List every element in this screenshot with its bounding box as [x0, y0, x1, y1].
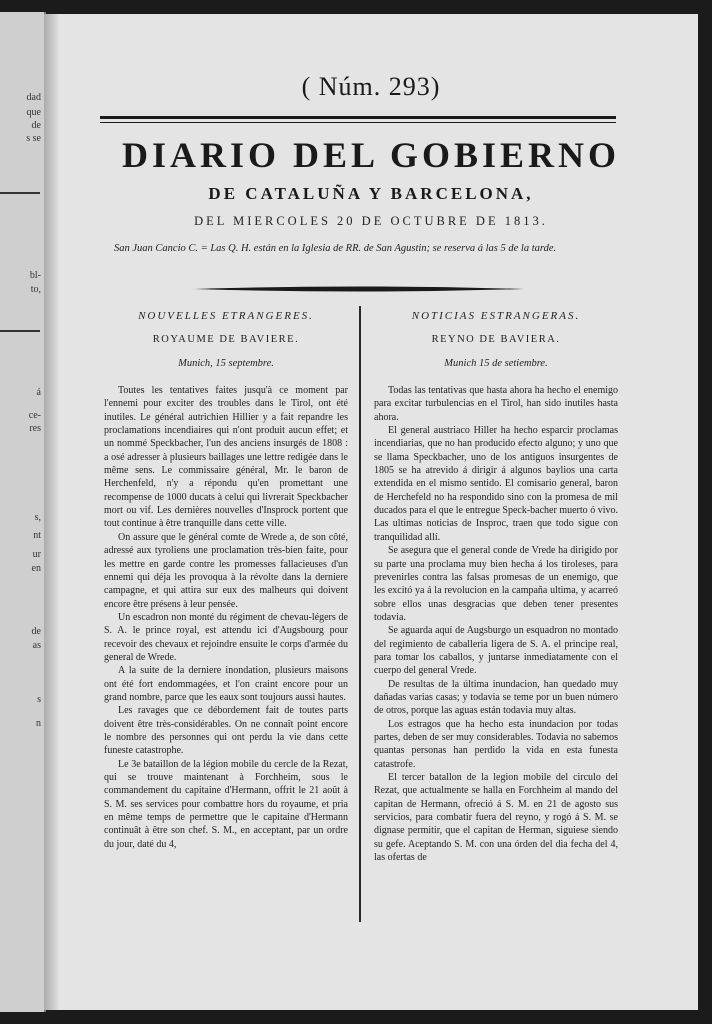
left-page-fragment: s se	[26, 133, 41, 144]
header-rule-thick	[100, 116, 616, 119]
column-heading: NOTICIAS ESTRANGERAS.	[411, 310, 581, 322]
column-heading: NOUVELLES ETRANGERES.	[138, 310, 314, 322]
left-page-fragment: nt	[33, 530, 41, 541]
masthead-title: DIARIO DEL GOBIERNO	[121, 135, 621, 175]
article-paragraph: El general austriaco Hiller ha hecho esparcir proclamas incendiarias, que no han producido efecto alguno; y uno que se llama Speckbacher, uno de los antiguos insurgentes de 1805 se ha atrevido á dirigir á algunos baylios una carta extendida en el mismo sentido. El comisario general, baron de Herchefeld no ha respondido sino con la promesa de mil ducados para el que le entregue Speck-bacher muerto ó vivo. Las ultimas noticias de Insproc, traen que todo sigue con tranquilidad allí.	[374, 425, 618, 543]
left-page-fragment: res	[29, 423, 41, 434]
church-notice: San Juan Cancio C. = Las Q. H. están en la Iglesia de RR. de San Agustin; se reserva á las 5 de la tarde.	[114, 243, 557, 254]
french-column	[104, 310, 348, 851]
ornamental-rule	[194, 284, 524, 294]
left-page-rule	[0, 330, 40, 332]
left-page-fragment: en	[31, 563, 41, 574]
left-page-fragment: s	[37, 694, 41, 705]
left-page-fragment: n	[36, 718, 41, 729]
left-page-fragment: s,	[34, 512, 41, 523]
article-paragraph: De resultas de la última inundacion, han quedado muy dañadas varias casas; y todavia se teme por un buen número de otros, porque las aguas están todavia muy altas.	[374, 678, 618, 717]
article-paragraph: On assure que le général comte de Wrede a, de son côté, adressé aux tyroliens une proclamation très-bien faite, pour les mettre en garde contre les promesses fallacieuses d'un ennemi qui déja les provoqua à la révolte dans la derniere campagne, et qui attira sur eux des malheurs qui doivent encore être présens à leur pensée.	[104, 531, 348, 610]
column-subheading: REYNO DE BAVIERA.	[431, 334, 561, 346]
article-paragraph: Los estragos que ha hecho esta inundacion por todas partes, deben de ser muy considerables. Todavia no sabemos quantas personas han perdido la vida en esta funesta catastrofe.	[374, 718, 618, 770]
spanish-column	[374, 310, 618, 864]
left-page-fragment: ur	[32, 549, 41, 560]
masthead-subtitle: DE CATALUÑA Y BARCELONA,	[208, 184, 534, 203]
article-paragraph: El tercer batallon de la legion mobile del circulo del Rezat, que actualmente se halla en Forchheim al mando del capitan de Hermann, ofreció á S. M. en 21 de agosto sus servicios, para combatir fuera del reyno, y rogó á S. M. se dignase permitir, que el capitan de Herman, siguiese siendo su gefe. Aceptando S. M. con una órden del dia fecha del 4, las ofertas de	[374, 772, 618, 864]
dateline-place: Munich, 15 septembre.	[178, 357, 274, 369]
article-paragraph: Les ravages que ce débordement fait de toutes parts doivent être très-considérables. On ne connaît point encore le nombre des personnes qui ont perdu la vie dans cette funeste catastrophe.	[104, 705, 348, 757]
left-page-fragment: dad	[26, 92, 41, 103]
newspaper-page	[44, 14, 698, 1010]
article-paragraph: A la suite de la derniere inondation, plusieurs maisons ont été fort endommagées, et l'on craint encore pour un grand nombre, parce que les eaux sont toujours aussi hautes.	[104, 665, 348, 703]
article-paragraph: Se asegura que el general conde de Vrede ha dirigido por su parte una proclama muy bien hecha á los tiroleses, para prevenirles contra las falsas promesas de un enemigo, que les excitó ya á la revolucion en la campaña ultima, y acarreó sobre ellos unas desgracias que deben tener presentes todavia.	[374, 545, 618, 623]
article-paragraph: Toutes les tentatives faites jusqu'à ce moment par l'ennemi pour exciter des troubles dans le Tirol, ont été inutiles. Le général autrichien Hillier y a fait repandre les proclamations incendiaires qui n'ont produit aucun effet; et un nommé Speckbacher, l'un des anciens insurgés de 1808 : a osé adresser à plusieurs baillages une lettre redigée dans le même sens. Le commissaire général, Mr. le baron de Herchenfeld, n'y a répondu qu'en promettant une recompense de 1000 ducats à celui qui livrerait Speckbacher mort ou vif. Les dernières nouvelles d'Insprock portent que tout continue à être tranquille dans cette ville.	[104, 385, 348, 530]
article-paragraph: Se aguarda aquí de Augsburgo un esquadron no montado del regimiento de caballeria ligera de S. A. el principe real, para tomar los caballos, y juntarse inmediatamente con el cuerpo del general Vrede.	[374, 625, 618, 677]
left-page-fragment: de	[31, 120, 41, 131]
column-subheading: ROYAUME DE BAVIERE.	[152, 334, 300, 346]
left-page-fragment: de	[31, 626, 41, 637]
header-rule-thin	[100, 122, 616, 123]
left-page-fragment: que	[26, 107, 41, 118]
left-page-fragment: to,	[30, 284, 41, 295]
article-paragraph: Un escadron non monté du régiment de chevau-légers de S. A. le prince royal, est attendu ici d'Augsbourg pour recevoir des chevaux et rejoindre ensuite le corps d'armée du general de Wrede.	[104, 611, 348, 663]
left-page-fragment: á	[36, 387, 41, 398]
left-page-fragment: as	[32, 640, 41, 651]
article-paragraph: Todas las tentativas que hasta ahora ha hecho el enemigo para excitar turbulencias en el Tirol, han sido inutiles hasta ahora.	[374, 385, 618, 423]
article-paragraph: Le 3e bataillon de la légion mobile du cercle de la Rezat, qui se trouve maintenant à Forchheim, sous le commandement du capitaine d'Hermann, offrit le 21 août à S. M. ses services pour combattre hors du royaume, et pria en même temps de permettre que le capitaine d'Hermann continuât à être son chef. S. M., en acceptant, par un ordre du jour, daté du 4,	[104, 758, 348, 850]
left-page-rule	[0, 192, 40, 194]
dateline-place: Munich 15 de setiembre.	[444, 357, 548, 369]
adjacent-page	[0, 12, 46, 1012]
left-page-fragment: bl-	[29, 270, 41, 281]
issue-date: DEL MIERCOLES 20 DE OCTUBRE DE 1813.	[194, 214, 548, 228]
issue-number: ( Núm. 293)	[301, 72, 441, 101]
left-page-fragment: ce-	[28, 410, 41, 421]
column-divider	[359, 306, 361, 922]
